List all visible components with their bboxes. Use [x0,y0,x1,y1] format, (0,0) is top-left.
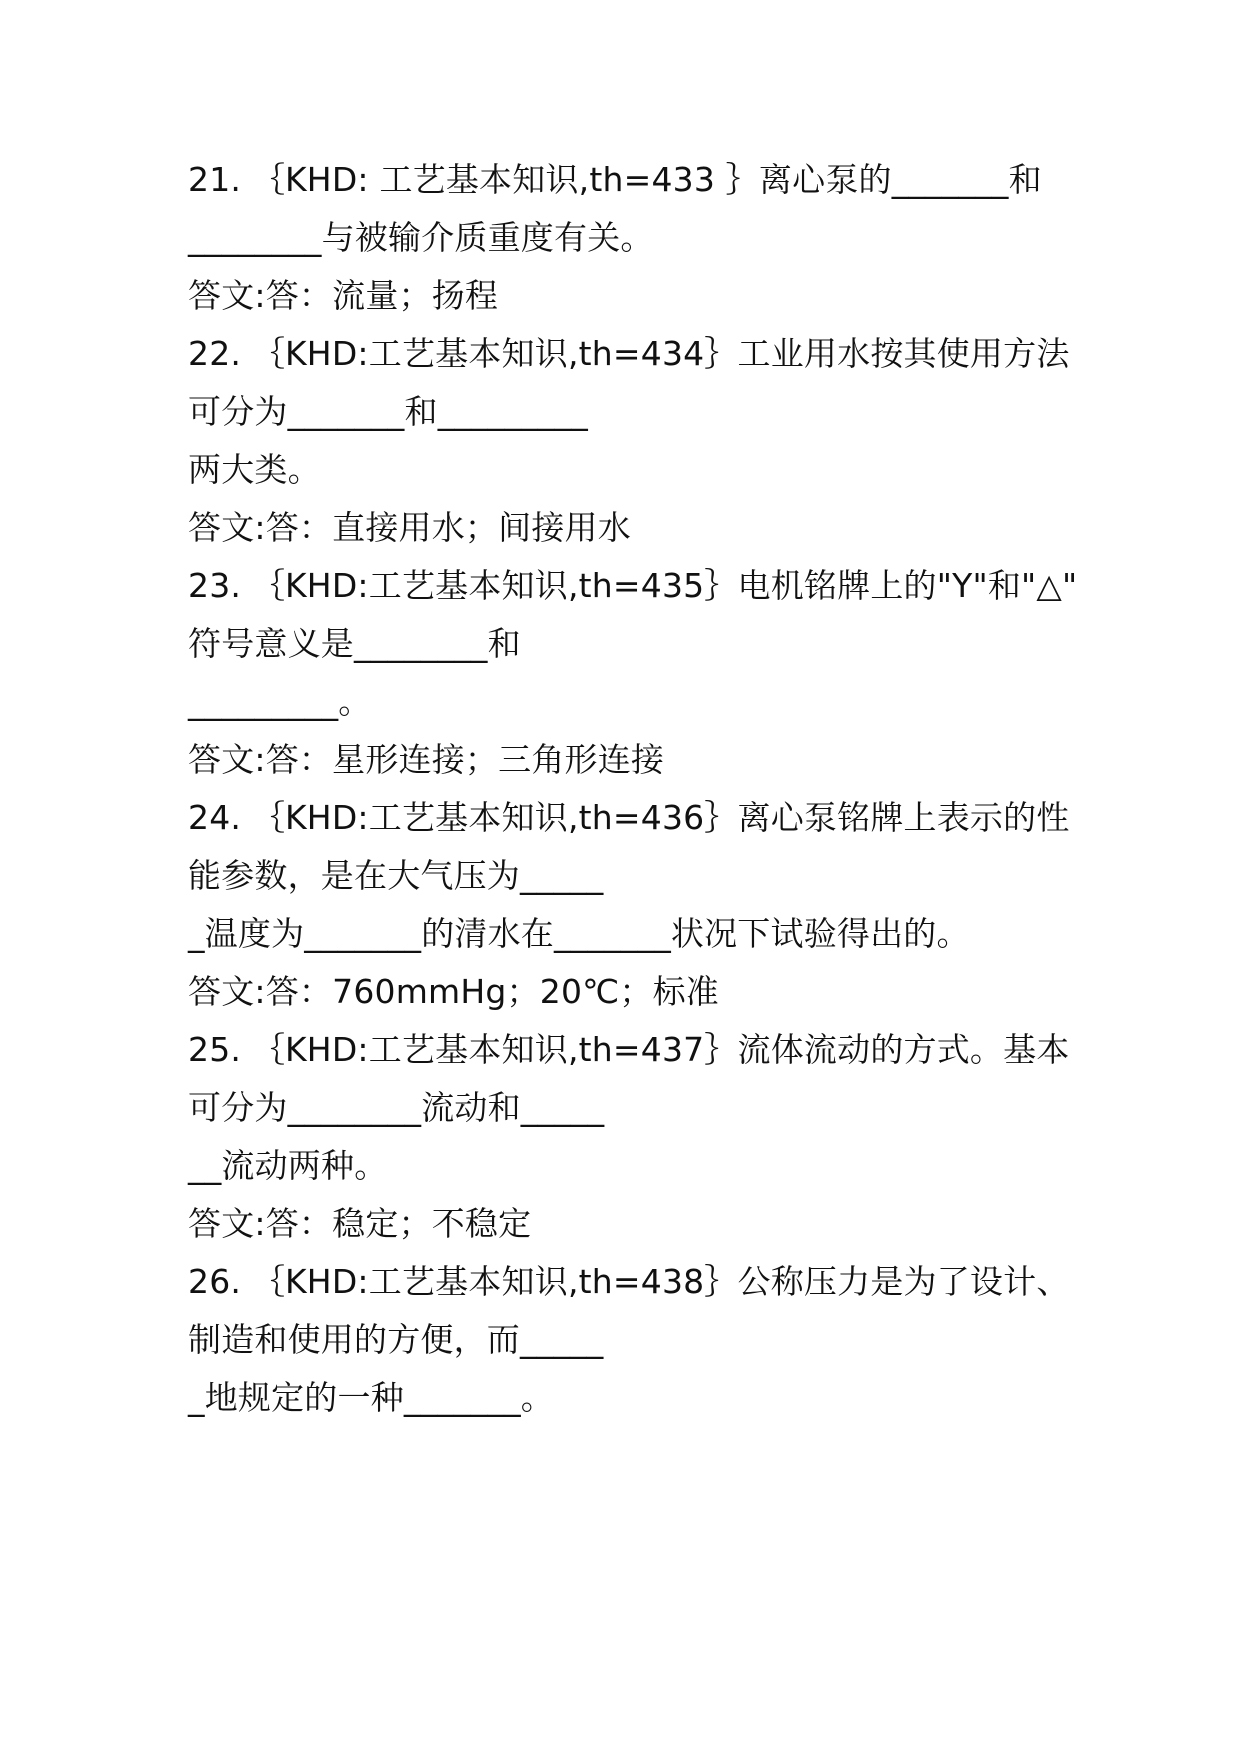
question-24-line-2: 能参数，是在大气压为_____ [188,856,604,895]
question-24-line-3: _温度为_______的清水在_______状况下试验得出的。 [188,914,970,953]
question-24-line-1: 24. ｛KHD:工艺基本知识,th=436｝离心泵铭牌上表示的性 [188,798,1070,837]
question-26-line-2: 制造和使用的方便，而_____ [188,1320,604,1359]
question-25-line-1: 25. ｛KHD:工艺基本知识,th=437｝流体流动的方式。基本 [188,1030,1070,1069]
question-24-answer: 答文:答：760mmHg；20℃；标准 [188,972,720,1011]
question-23-line-3: _________。 [188,682,372,721]
question-21-line-1: 21. ｛KHD: 工艺基本知识,th=433 ｝离心泵的_______和 [188,160,1042,199]
question-25-line-2: 可分为________流动和_____ [188,1088,605,1127]
question-23-line-1: 23. ｛KHD:工艺基本知识,th=435｝电机铭牌上的"Y"和"△" [188,566,1078,605]
question-22-line-3: 两大类。 [188,450,321,489]
question-23-answer: 答文:答：星形连接；三角形连接 [188,740,665,779]
question-23-line-2: 符号意义是________和 [188,624,521,663]
question-21-line-2: ________与被输介质重度有关。 [188,218,654,257]
question-25-line-3: __流动两种。 [188,1146,388,1185]
question-26-line-3: _地规定的一种_______。 [188,1378,554,1417]
question-22-line-2: 可分为_______和_________ [188,392,588,431]
question-25-answer: 答文:答：稳定；不稳定 [188,1204,532,1243]
question-22-line-1: 22. ｛KHD:工艺基本知识,th=434｝工业用水按其使用方法 [188,334,1070,373]
question-26-line-1: 26. ｛KHD:工艺基本知识,th=438｝公称压力是为了设计、 [188,1262,1070,1301]
question-22-answer: 答文:答：直接用水；间接用水 [188,508,631,547]
question-21-answer: 答文:答：流量；扬程 [188,276,499,315]
